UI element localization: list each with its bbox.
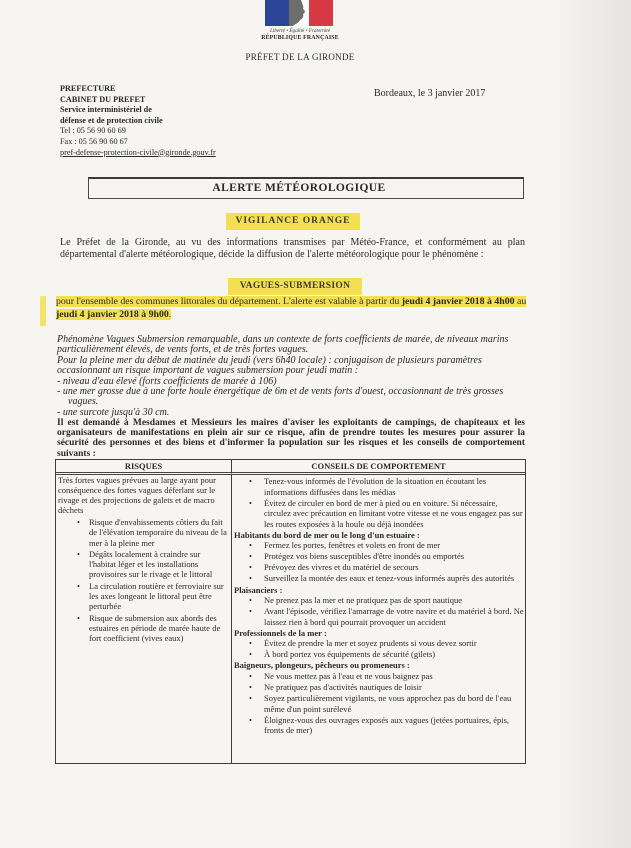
alert-title-box — [88, 177, 524, 199]
sender-email: pref-defense-protection-civile@gironde.gouv.fr — [60, 147, 216, 157]
risks-list — [58, 517, 228, 643]
scan-shadow — [551, 0, 631, 848]
list-item: • Éloignez-vous des ouvrages exposés aux vagues (jetées portuaires, épis, fronts de mer) — [264, 715, 524, 736]
vigilance-row — [0, 210, 586, 230]
page-title: PRÉFET DE LA GIRONDE — [245, 52, 355, 62]
list-item: • Ne vous mettez pas à l'eau et ne vous baignez pas — [264, 671, 524, 682]
list-item: • Tenez-vous informés de l'évolution de la situation en écoutant les informations diffusées dans les médias — [264, 476, 524, 497]
advice-group-heading: Plaisanciers : — [234, 584, 283, 595]
advice-group-heading: Habitants du bord de mer ou le long d'un estuaire : — [234, 529, 420, 540]
risks-intro: Très fortes vagues prévues au large ayant pour conséquence des fortes vagues déferlant sur le rivage et des projections de galets et de macro déchets — [58, 475, 216, 516]
list-item: • Évitez de prendre la mer et soyez prudents si vous devez sortir — [264, 638, 524, 649]
advice-general-list — [234, 476, 524, 529]
list-item: • Dégâts localement à craindre sur l'habitat léger et les installations provisoires sur le rivage et le littoral — [89, 549, 228, 579]
phenomenon: VAGUES-SUBMERSION — [228, 278, 363, 295]
table-body-row — [56, 475, 525, 763]
marianne-logo — [265, 0, 333, 27]
forecast-factor: - une mer grosse due à une forte houle énergétique de 6m et de vents forts d'ouest, occasionnant de très grosses vagues. — [57, 386, 504, 408]
list-item: • Ne prenez pas la mer et ne pratiquez pas de sport nautique — [264, 595, 524, 606]
forecast-detail: Pour la pleine mer du début de matinée du jeudi (vers 6h40 locale) : conjugaison de plusieurs paramètres occasionnant un risque important de vagues submersion pour jeudi matin : — [57, 354, 482, 377]
list-item: • Avant l'épisode, vérifiez l'amarrage de votre navire et du matériel à bord. Ne laissez rien à bord qui pourrait provoquer un accident — [264, 606, 524, 627]
sender-line: Service interministériel de — [60, 105, 152, 115]
validity-end-punct: . — [168, 308, 172, 320]
sender-block — [60, 84, 290, 158]
vigilance-level: VIGILANCE ORANGE — [226, 213, 361, 230]
validity-text: pour l'ensemble des communes littorales du département. L'alerte est valable à partir du — [56, 296, 402, 307]
sender-line: PREFECTURE — [60, 84, 116, 93]
table-header-row — [56, 460, 525, 475]
logo-name: RÉPUBLIQUE FRANÇAISE — [261, 35, 339, 41]
validity-paragraph — [56, 296, 534, 321]
advice-list-boaters — [234, 595, 524, 627]
risks-header: RISQUES — [56, 460, 232, 475]
sender-line: CABINET DU PREFET — [60, 94, 146, 104]
advice-header: CONSEILS DE COMPORTEMENT — [232, 460, 525, 475]
highlighter-mark — [40, 296, 46, 327]
advice-list-bathers — [234, 671, 524, 736]
list-item: • La circulation routière et ferroviaire sur les axes longeant le littoral peut être perturbée — [89, 581, 228, 611]
instruction-paragraph: Il est demandé à Mesdames et Messieurs les maires d'aviser les exploitants de campings, de chapiteaux et les organisateurs de manifestations en plein air sur ce risque, afin de prendre toutes les mesures pour assurer la sécurité des personnes et des biens et d'informer la population sur les risques et les conseils de comportement suivants : — [57, 418, 525, 459]
intro-paragraph: Le Préfet de la Gironde, au vu des informations transmises par Météo-France, et conformément au plan départemental d'alerte météorologique, décide la diffusion de l'alerte météorologique pour le phénomène : — [60, 237, 525, 260]
validity-start: jeudi 4 janvier 2018 à 4h00 — [401, 296, 515, 307]
list-item: • Protégez vos biens susceptibles d'être inondés ou emportés — [264, 551, 524, 562]
risk-advice-table — [55, 459, 526, 764]
validity-end: jeudi 4 janvier 2018 à 9h00 — [56, 308, 169, 320]
alert-title: ALERTE MÉTÉOROLOGIQUE — [212, 182, 386, 194]
validity-highlight — [56, 296, 526, 320]
advice-group-heading: Baigneurs, plongeurs, pêcheurs ou promeneurs : — [234, 660, 410, 671]
sender-fax: Fax : 05 56 90 60 67 — [60, 136, 128, 146]
advice-list-professionals — [234, 638, 524, 660]
forecast-factor: - niveau d'eau élevé (forts coefficients de marée à 106) — [57, 375, 277, 387]
forecast-summary: Phénomène Vagues Submersion remarquable, dans un contexte de forts coefficients de marée, de niveaux marins particulièrement élevés, de vents forts, et de très fortes vagues. — [57, 334, 509, 356]
logo-motto: Liberté • Égalité • Fraternité — [269, 28, 331, 34]
list-item: • Risque de submersion aux abords des estuaires en période de marée haute de fort coefficient (vives eaux) — [89, 613, 228, 643]
sender-tel: Tel : 05 56 90 60 69 — [60, 126, 126, 136]
list-item: • Ne pratiquez pas d'activités nautiques de loisir — [264, 682, 524, 693]
list-item: • Risque d'envahissements côtiers du fait de l'élévation temporaire du niveau de la mer à la pleine mer — [89, 517, 228, 547]
phenomenon-row — [0, 275, 590, 295]
list-item: • À bord portez vos équipements de sécurité (gilets) — [264, 649, 524, 660]
list-item: • Fermez les portes, fenêtres et volets en front de mer — [264, 540, 524, 551]
list-item: • Prévoyez des vivres et du matériel de secours — [264, 562, 524, 573]
risks-cell — [56, 475, 232, 763]
advice-cell — [232, 475, 525, 763]
list-item: • Soyez particulièrement vigilants, ne vous approchez pas du bord de l'eau même d'un point surélevé — [264, 693, 524, 714]
advice-group-heading: Professionnels de la mer : — [234, 627, 327, 638]
forecast-block — [57, 335, 525, 418]
date-line: Bordeaux, le 3 janvier 2017 — [374, 88, 486, 99]
forecast-factor: - une surcote jusqu'à 30 cm. — [57, 406, 170, 418]
advice-list-residents — [234, 540, 524, 584]
list-item: • Surveillez la montée des eaux et tenez-vous informés auprès des autorités — [264, 573, 524, 584]
validity-between: au — [514, 296, 527, 307]
list-item: • Évitez de circuler en bord de mer à pied ou en voiture. Si nécessaire, circulez avec précaution en limitant votre vitesse et ne vous engagez pas sur les routes exposées à la houle ou déjà inondées — [264, 498, 524, 530]
sender-line: défense et de protection civile — [60, 115, 163, 125]
